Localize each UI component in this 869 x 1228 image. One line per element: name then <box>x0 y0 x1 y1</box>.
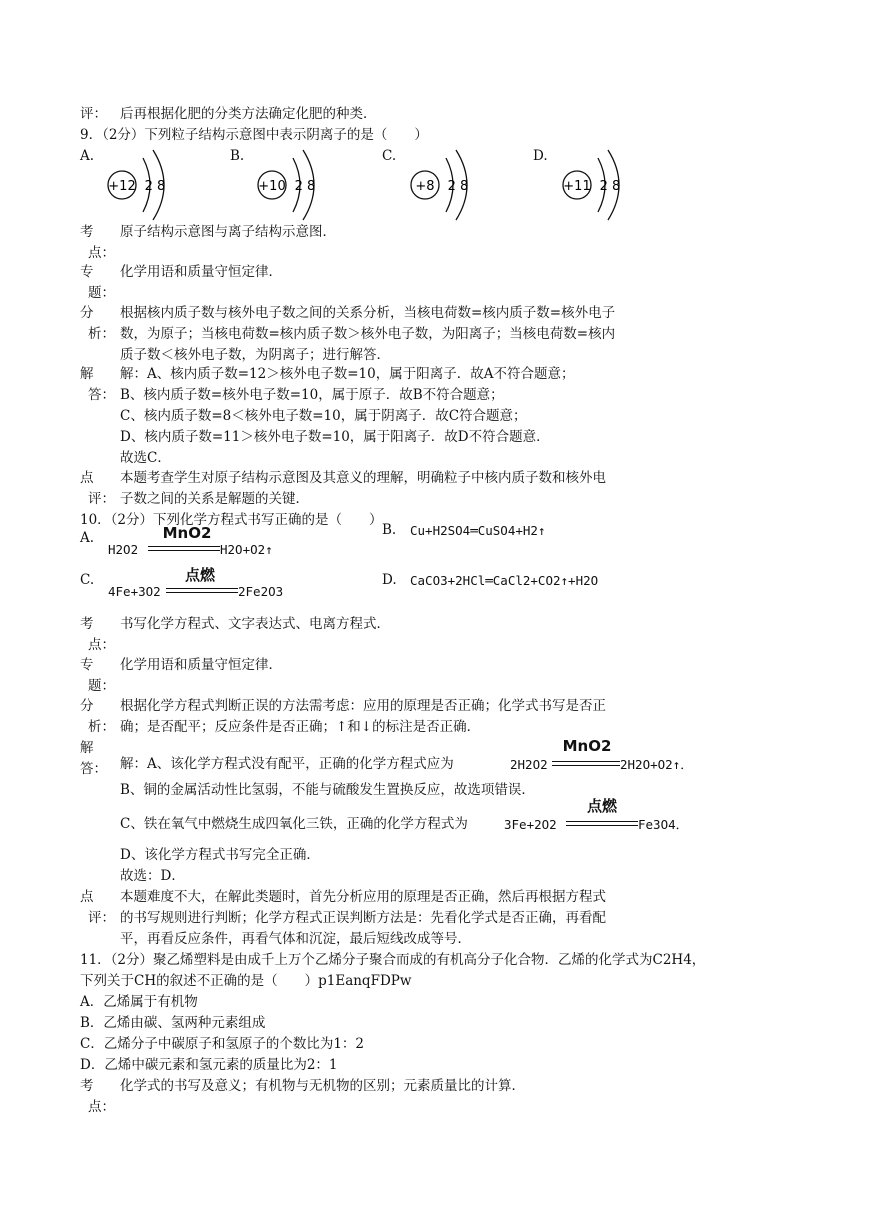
q9-jieda-label: 解 答： <box>80 366 115 403</box>
q9-zhuanti-label: 专 题： <box>80 264 115 301</box>
q10-dianping-text: 本题难度不大，在解此类题时，首先分析应用的原理是否正确，然后再根据方程式 的书写规则进行判断；化学方程式正误判断方法是：先看化学式是否正确，再看配 平，再看反应条件，再看气体和沉淀，最后短线改成等号． <box>120 889 606 947</box>
q10-option-a-letter: A. <box>80 530 95 546</box>
q11-option-b: B．乙烯由碳、氢两种元素组成 <box>80 1015 266 1031</box>
q9-shells-d: 2 8 <box>599 179 621 194</box>
q9-nucleus-d: +11 <box>563 179 591 194</box>
q11-option-c: C．乙烯分子中碳原子和氢原子的个数比为1：2 <box>80 1036 365 1052</box>
q9-zhuanti-text: 化学用语和质量守恒定律． <box>120 264 282 280</box>
q9-shells-c: 2 8 <box>447 179 469 194</box>
q10-jieda-a: 解：A、该化学方程式没有配平，正确的化学方程式应为 2H2O2 MnO2 2H2O+O2↑． <box>120 737 693 772</box>
q9-jieda-text: 解：A、核内质子数=12＞核外电子数=10，属于阳离子．故A不符合题意； B、核内质子数=核外电子数=10，属于原子．故B不符合题意； C、核内质子数=8＜核外电子数=10，属于阴离子．故C符合题意； D、核内质子数=11＞核外电子数=10，属于阳离子．故D不符合题意． 故选C． <box>120 366 575 466</box>
q10-dianping-label: 点 评： <box>80 889 115 926</box>
q10-option-c-letter: C. <box>80 572 95 588</box>
q9-fenxi-label: 分 析： <box>80 305 115 342</box>
document-page: 评： 后再根据化肥的分类方法确定化肥的种类． 9．（2分）下列粒子结构示意图中表示阴离子的是（ ） A. B. C. D. +12 2 8 +10 2 8 +8 2 8 +11 2 8 考 点： 原子结构示意图与离子结构示意图． 专 题： 化学用语和质量守恒定律． 分 析： 根据核内质子数与核外电子数之间的关系分析，当核电荷数=核内质子数=核外电子 数，为原子；当核电荷数=核内质子数＞核外电子数，为阳离子；当核电荷数=核内 质子数＜核外电子数，为阴离子；进行解答． 解 答： 解：A、核内质子数=12＞核外电子数=10，属于阳离子．故A不符合题意； B、核内质子数=核外电子数=10，属于原子．故B不符合题意； C、核内质子数=8＜核外电子数=10，属于阴离子．故C符合题意； D、核内质子数=11＞核外电子数=10，属于阳离子．故D不符合题意． 故选C． 点 评： 本题考查学生对原子结构示意图及其意义的理解，明确粒子中核内质子数和核外电 子数之间的关系是解题的关键． 10．（2分）下列化学方程式书写正确的是（ ） A. H2O2 MnO2 H2O+O2↑ B. Cu+H2SO4═CuSO4+H2↑ C. 4Fe+3O2 点燃 2Fe2O3 D. CaCO3+2HCl═CaCl2+CO2↑+H2O 考 点： 书写化学方程式、文字表达式、电离方程式． 专 题： 化学用语和质量守恒定律． 分 析： 根据化学方程式判断正误的方法需考虑：应用的原理是否正确；化学式书写是否正 确；是否配平；反应条件是否正确；↑和↓的标注是否正确． 解 答： 解：A、该化学方程式没有配平，正确的化学方程式应为 2H2O2 MnO2 2H2O+O2↑． B、铜的金属活动性比氢弱，不能与硫酸发生置换反应，故选项错误． C、铁在氧气中燃烧生成四氧化三铁，正确的化学方程式为 3Fe+2O2 点燃 Fe3O4． D、该化学方程式书写完全正确． 故选：D． 点 评： 本题难度不大，在解此类题时，首先分析应用的原理是否正确，然后再根据方程式 的书写规则进行判断；化学方程式正误判断方法是：先看化学式是否正确，再看配 平，再看反应条件，再看气体和沉淀，最后短线改成等号． 11．（2分）聚乙烯塑料是由成千上万个乙烯分子聚合而成的有机高分子化合物．乙烯的化学式为C2H4， 下列关于CH的叙述不正确的是（ ）p1EanqFDPw A．乙烯属于有机物 B．乙烯由碳、氢两种元素组成 C．乙烯分子中碳原子和氢原子的个数比为1：2 D．乙烯中碳元素和氢元素的质量比为2：1 考 点： 化学式的书写及意义；有机物与无机物的区别；元素质量比的计算． <box>0 0 869 1228</box>
q10-zhuanti-text: 化学用语和质量守恒定律． <box>120 657 282 673</box>
q9-stem: 9．（2分）下列粒子结构示意图中表示阴离子的是（ ） <box>80 127 428 143</box>
q10-option-d-equation: CaCO3+2HCl═CaCl2+CO2↑+H2O <box>410 573 599 588</box>
q10-kaodian-text: 书写化学方程式、文字表达式、电离方程式． <box>120 616 390 632</box>
q10-jieda-end: 故选：D． <box>120 868 185 884</box>
q10-option-b-letter: B. <box>382 522 397 538</box>
q10-jieda-b: B、铜的金属活动性比氢弱，不能与硫酸发生置换反应，故选项错误． <box>120 782 535 798</box>
q11-options <box>80 992 364 1076</box>
q9-option-a-letter: A. <box>80 148 95 164</box>
q9-atom-diagram-d <box>560 146 638 224</box>
q9-atom-diagram-c <box>408 146 486 224</box>
q9-nucleus-c: +8 <box>415 179 435 194</box>
q10-jieda-c: C、铁在氧气中燃烧生成四氧化三铁，正确的化学方程式为 3Fe+2O2 点燃 Fe3O4． <box>120 797 689 832</box>
q9-fenxi-text: 根据核内质子数与核外电子数之间的关系分析，当核电荷数=核内质子数=核外电子 数，为原子；当核电荷数=核内质子数＞核外电子数，为阳离子；当核电荷数=核内 质子数＜核外电子数，为阴离子；进行解答． <box>120 305 616 363</box>
q10-kaodian-label: 考 点： <box>80 616 115 653</box>
q10-fenxi-text: 根据化学方程式判断正误的方法需考虑：应用的原理是否正确；化学式书写是否正 确；是否配平；反应条件是否正确；↑和↓的标注是否正确． <box>120 698 606 735</box>
q10-stem: 10．（2分）下列化学方程式书写正确的是（ ） <box>80 512 383 528</box>
q9-dianping-text: 本题考查学生对原子结构示意图及其意义的理解，明确粒子中核内质子数和核外电 子数之间的关系是解题的关键． <box>120 470 606 507</box>
q9-shells-a: 2 8 <box>144 179 166 194</box>
q9-kaodian-label: 考 点： <box>80 224 115 261</box>
q10-zhuanti-label: 专 题： <box>80 657 115 694</box>
q8-dianping-text: 后再根据化肥的分类方法确定化肥的种类． <box>120 106 377 122</box>
q10-fenxi-label: 分 析： <box>80 698 115 735</box>
q8-dianping-label: 评： <box>80 106 107 122</box>
q10-option-d-letter: D. <box>382 572 397 588</box>
q9-shells-b: 2 8 <box>294 179 316 194</box>
q9-nucleus-b: +10 <box>258 179 286 194</box>
q9-kaodian-text: 原子结构示意图与离子结构示意图． <box>120 224 336 240</box>
q11-stem: 11．（2分）聚乙烯塑料是由成千上万个乙烯分子聚合而成的有机高分子化合物．乙烯的化学式为C2H4， 下列关于CH的叙述不正确的是（ ）p1EanqFDPw <box>80 952 706 989</box>
q9-option-c-letter: C. <box>382 148 397 164</box>
q11-option-d: D．乙烯中碳元素和氢元素的质量比为2：1 <box>80 1057 338 1073</box>
q11-kaodian-text: 化学式的书写及意义；有机物与无机物的区别；元素质量比的计算． <box>120 1078 525 1094</box>
q11-option-a: A．乙烯属于有机物 <box>80 994 198 1010</box>
q10-jieda-label: 解 答： <box>80 740 107 777</box>
q9-dianping-label: 点 评： <box>80 470 115 507</box>
q11-kaodian-label: 考 点： <box>80 1078 115 1115</box>
q9-option-d-letter: D. <box>533 148 548 164</box>
q9-atom-diagram-a <box>105 146 183 224</box>
q10-option-b-equation: Cu+H2SO4═CuSO4+H2↑ <box>410 523 546 538</box>
q9-option-b-letter: B. <box>230 148 245 164</box>
q10-jieda-d: D、该化学方程式书写完全正确． <box>120 847 320 863</box>
q9-atom-diagram-b <box>255 146 333 224</box>
q9-nucleus-a: +12 <box>108 179 136 194</box>
